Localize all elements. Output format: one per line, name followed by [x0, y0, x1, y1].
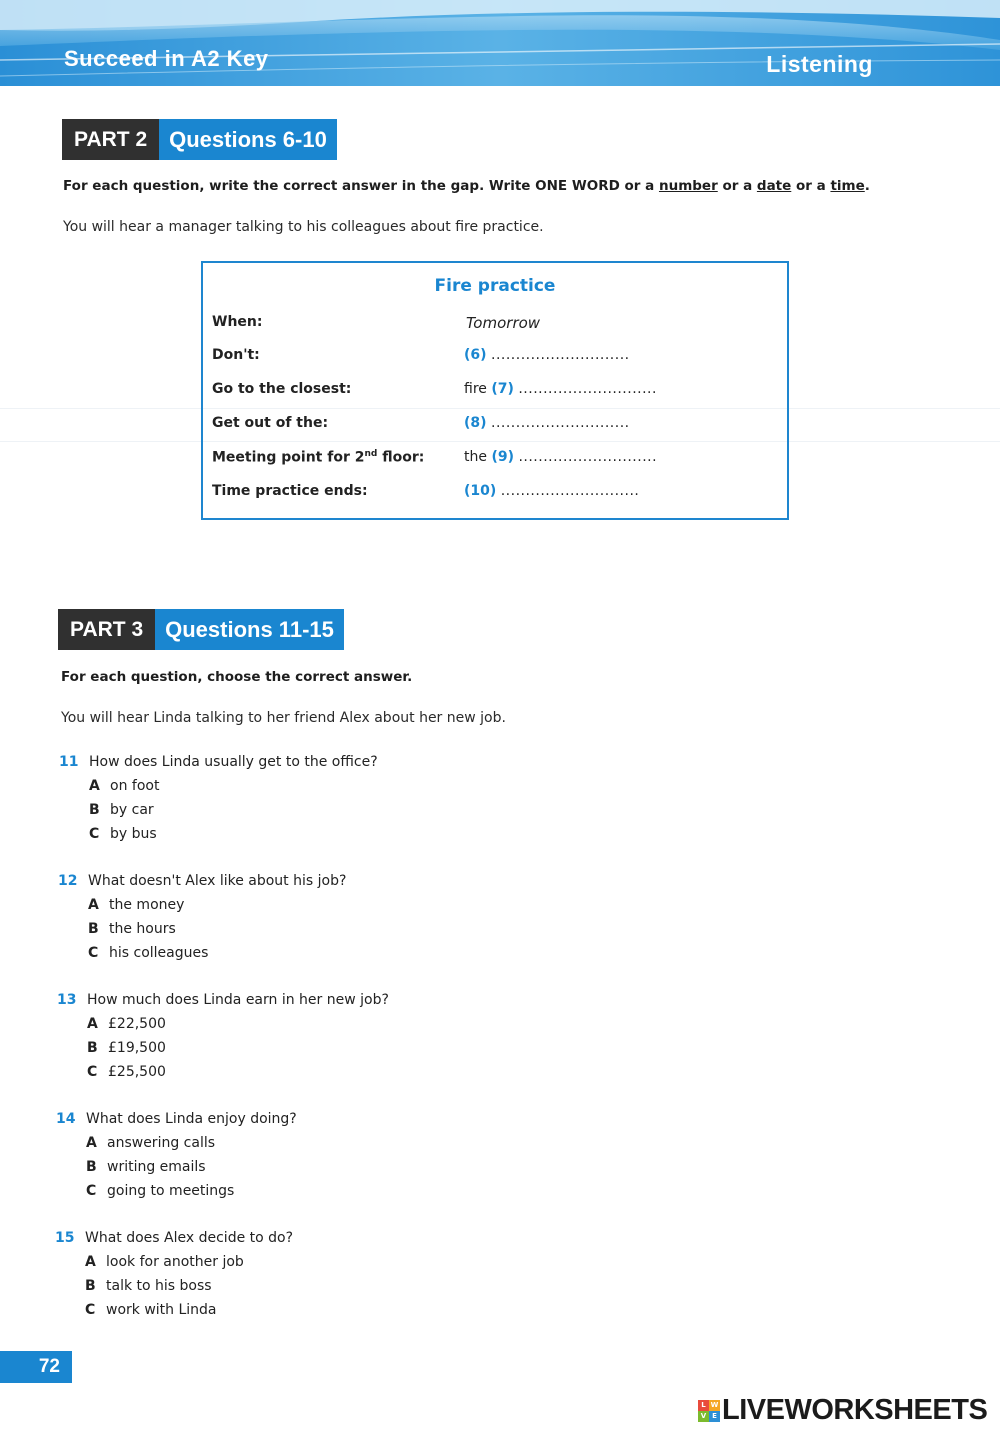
- question-14: [56, 1107, 556, 1203]
- fire-practice-notes: [201, 261, 789, 520]
- notes-row-when: [212, 314, 782, 338]
- question-text: How much does Linda earn in her new job?: [87, 992, 389, 1008]
- option-c[interactable]: C going to meetings: [86, 1183, 235, 1199]
- option-c[interactable]: C his colleagues: [88, 945, 209, 961]
- part2-questions: Questions 6-10: [159, 119, 337, 160]
- row-label: Time practice ends:: [212, 483, 368, 499]
- option-b[interactable]: B talk to his boss: [85, 1278, 212, 1294]
- option-c[interactable]: C work with Linda: [85, 1302, 217, 1318]
- liveworksheets-icon: L W V E: [698, 1400, 720, 1422]
- part2-intro: You will hear a manager talking to his colleagues about fire practice.: [63, 219, 544, 235]
- question-number: 12: [58, 873, 78, 889]
- notes-row-q9: [212, 449, 782, 473]
- header-banner: [0, 0, 1000, 86]
- answer-gap-10[interactable]: (10) ............................: [464, 483, 640, 499]
- part3-intro: You will hear Linda talking to her friend Alex about her new job.: [61, 710, 506, 726]
- answer-gap-9[interactable]: the (9) ............................: [464, 449, 658, 465]
- question-number: 14: [56, 1111, 76, 1127]
- liveworksheets-logo: [698, 1394, 987, 1427]
- option-a[interactable]: A look for another job: [85, 1254, 244, 1270]
- option-c[interactable]: C by bus: [89, 826, 157, 842]
- option-a[interactable]: A £22,500: [87, 1016, 166, 1032]
- question-12: [58, 869, 558, 965]
- question-text: What doesn't Alex like about his job?: [88, 873, 347, 889]
- notes-row-q7: [212, 381, 782, 405]
- question-15: [55, 1226, 555, 1322]
- notes-row-q6: [212, 347, 782, 371]
- question-text: How does Linda usually get to the office?: [89, 754, 378, 770]
- part2-heading: [62, 119, 337, 160]
- notes-title: Fire practice: [434, 276, 556, 296]
- question-text: What does Linda enjoy doing?: [86, 1111, 297, 1127]
- part3-instruction: For each question, choose the correct answer.: [61, 669, 413, 685]
- row-label: When:: [212, 314, 263, 330]
- row-label: Get out of the:: [212, 415, 329, 431]
- part3-label: PART 3: [58, 609, 155, 650]
- row-label: Meeting point for 2nd floor:: [212, 449, 425, 466]
- question-13: [57, 988, 557, 1084]
- option-b[interactable]: B £19,500: [87, 1040, 166, 1056]
- answer-gap-6[interactable]: (6) ............................: [464, 347, 630, 363]
- part2-instruction: For each question, write the correct answer in the gap. Write ONE WORD or a number or a date or a time.: [63, 178, 870, 194]
- part2-label: PART 2: [62, 119, 159, 160]
- option-c[interactable]: C £25,500: [87, 1064, 166, 1080]
- notes-row-q8: [212, 415, 782, 439]
- row-label: Go to the closest:: [212, 381, 352, 397]
- question-text: What does Alex decide to do?: [85, 1230, 294, 1246]
- book-title: Succeed in A2 Key: [64, 46, 269, 71]
- notes-row-q10: [212, 483, 782, 507]
- answer-gap-8[interactable]: (8) ............................: [464, 415, 630, 431]
- option-b[interactable]: B the hours: [88, 921, 176, 937]
- keyword-time: time: [830, 178, 865, 194]
- liveworksheets-brand: LIVEWORKSHEETS: [722, 1394, 988, 1426]
- row-value: Tomorrow: [466, 314, 541, 332]
- question-number: 13: [57, 992, 77, 1008]
- part3-heading: [58, 609, 344, 650]
- section-title: Listening: [766, 51, 873, 77]
- row-label: Don't:: [212, 347, 260, 363]
- option-a[interactable]: A on foot: [89, 778, 160, 794]
- keyword-number: number: [658, 178, 718, 194]
- answer-gap-7[interactable]: fire (7) ............................: [464, 381, 657, 397]
- option-a[interactable]: A answering calls: [86, 1135, 216, 1151]
- option-a[interactable]: A the money: [88, 897, 185, 913]
- option-b[interactable]: B writing emails: [86, 1159, 206, 1175]
- part3-questions: Questions 11-15: [155, 609, 344, 650]
- page-number: 72: [0, 1351, 72, 1383]
- question-number: 11: [59, 754, 79, 770]
- question-number: 15: [55, 1230, 75, 1246]
- question-11: [59, 750, 559, 846]
- option-b[interactable]: B by car: [89, 802, 154, 818]
- keyword-date: date: [756, 178, 792, 194]
